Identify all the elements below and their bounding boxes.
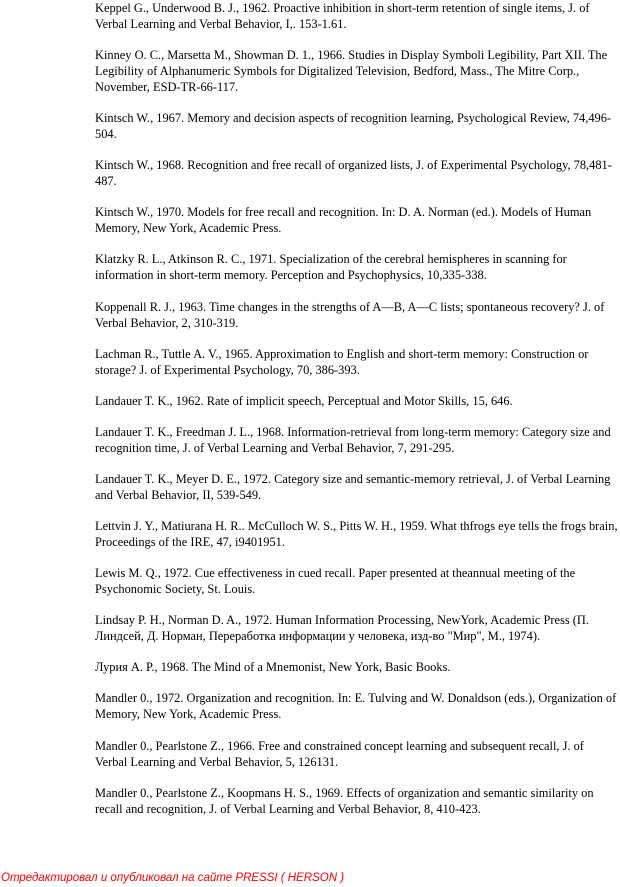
reference-entry: Kintsch W., 1967. Memory and decision aspects of recognition learning, Psychological Review, 74,496-504. (95, 111, 612, 142)
reference-entry: Landauer T. K., 1962. Rate of implicit speech, Perceptual and Motor Skills, 15, 646. (95, 393, 513, 408)
reference-entry: Lewis M. Q., 1972. Cue effectiveness in cued recall. Paper presented at theannual meeting of the Psychonomic Society, St. Louis. (95, 566, 576, 597)
reference-entry: Kintsch W., 1970. Models for free recall and recognition. In: D. A. Norman (ed.). Models of Human Memory, New York, Academic Press. (95, 205, 592, 236)
reference-entry: Keppel G., Underwood B. J., 1962. Proactive inhibition in short-term retention of single items, J. of Verbal Learning and Verbal Behavior, I,. 153-1.61. (95, 1, 590, 31)
reference-entry: Koppenall R. J., 1963. Time changes in the strengths of A—B, A—C lists; spontaneous recovery? J. of Verbal Behavior, 2, 310-319. (95, 299, 605, 330)
reference-entry: Lindsay P. H., Norman D. A., 1972. Human Information Processing, NewYork, Academic Press (П. Линдсей, Д. Норман, Переработка информации у человека, изд-во "Мир", М., 1974). (95, 613, 589, 644)
reference-entry: Lettvin J. Y., Matiurana H. R.. McCulloch W. S., Pitts W. H., 1959. What thfrogs eye tells the frogs brain, Proceedings of the IRE, 47, i9401951. (95, 519, 618, 550)
reference-entry: Mandler 0., 1972. Organization and recognition. In: E. Tulving and W. Donaldson (eds.), Organization of Memory, New York, Academic Press. (95, 691, 617, 722)
reference-entry: Лурия А. Р., 1968. The Mind of a Mnemonist, New York, Basic Books. (95, 660, 451, 675)
reference-entry: Landauer T. K., Freedman J. L., 1968. Information-retrieval from long-term memory: Category size and recognition time, J. of Verbal Learning and Verbal Behavior, 7, 291-295. (95, 424, 611, 455)
reference-entry: Kinney O. C., Marsetta M., Showman D. 1., 1966. Studies in Display Symboli Legibility, Part XII. The Legibility of Alphanumeric Symbols for Digitalized Television, Bedford, Mass., The Mitre Corp., November, ESD-TR-66-117. (95, 48, 608, 95)
reference-entry: Klatzky R. L., Atkinson R. C., 1971. Specialization of the cerebral hemispheres in scanning for information in short-term memory. Perception and Psychophysics, 10,335-338. (95, 252, 567, 283)
reference-entry: Mandler 0., Pearlstone Z., Koopmans H. S., 1969. Effects of organization and semantic similarity on recall and recognition, J. of Verbal Learning and Verbal Behavior, 8, 410-423. (95, 785, 594, 816)
publisher-footer: Отредактировал и опубликовал на сайте PRESSI ( HERSON ) (1, 872, 345, 884)
reference-entry: Landauer T. K., Meyer D. E., 1972. Category size and semantic-memory retrieval, J. of Verbal Learning and Verbal Behavior, II, 539-549. (95, 471, 611, 502)
reference-entry: Mandler 0., Pearlstone Z., 1966. Free and constrained concept learning and subsequent recall, J. of Verbal Learning and Verbal Behavior, 5, 126131. (95, 738, 584, 769)
reference-entry: Kintsch W., 1968. Recognition and free recall of organized lists, J. of Experimental Psychology, 78,481-487. (95, 158, 612, 189)
reference-list (95, 0, 619, 832)
reference-entry: Lachman R., Tuttle A. V., 1965. Approximation to English and short-term memory: Construction or storage? J. of Experimental Psychology, 70, 386-393. (95, 346, 589, 377)
